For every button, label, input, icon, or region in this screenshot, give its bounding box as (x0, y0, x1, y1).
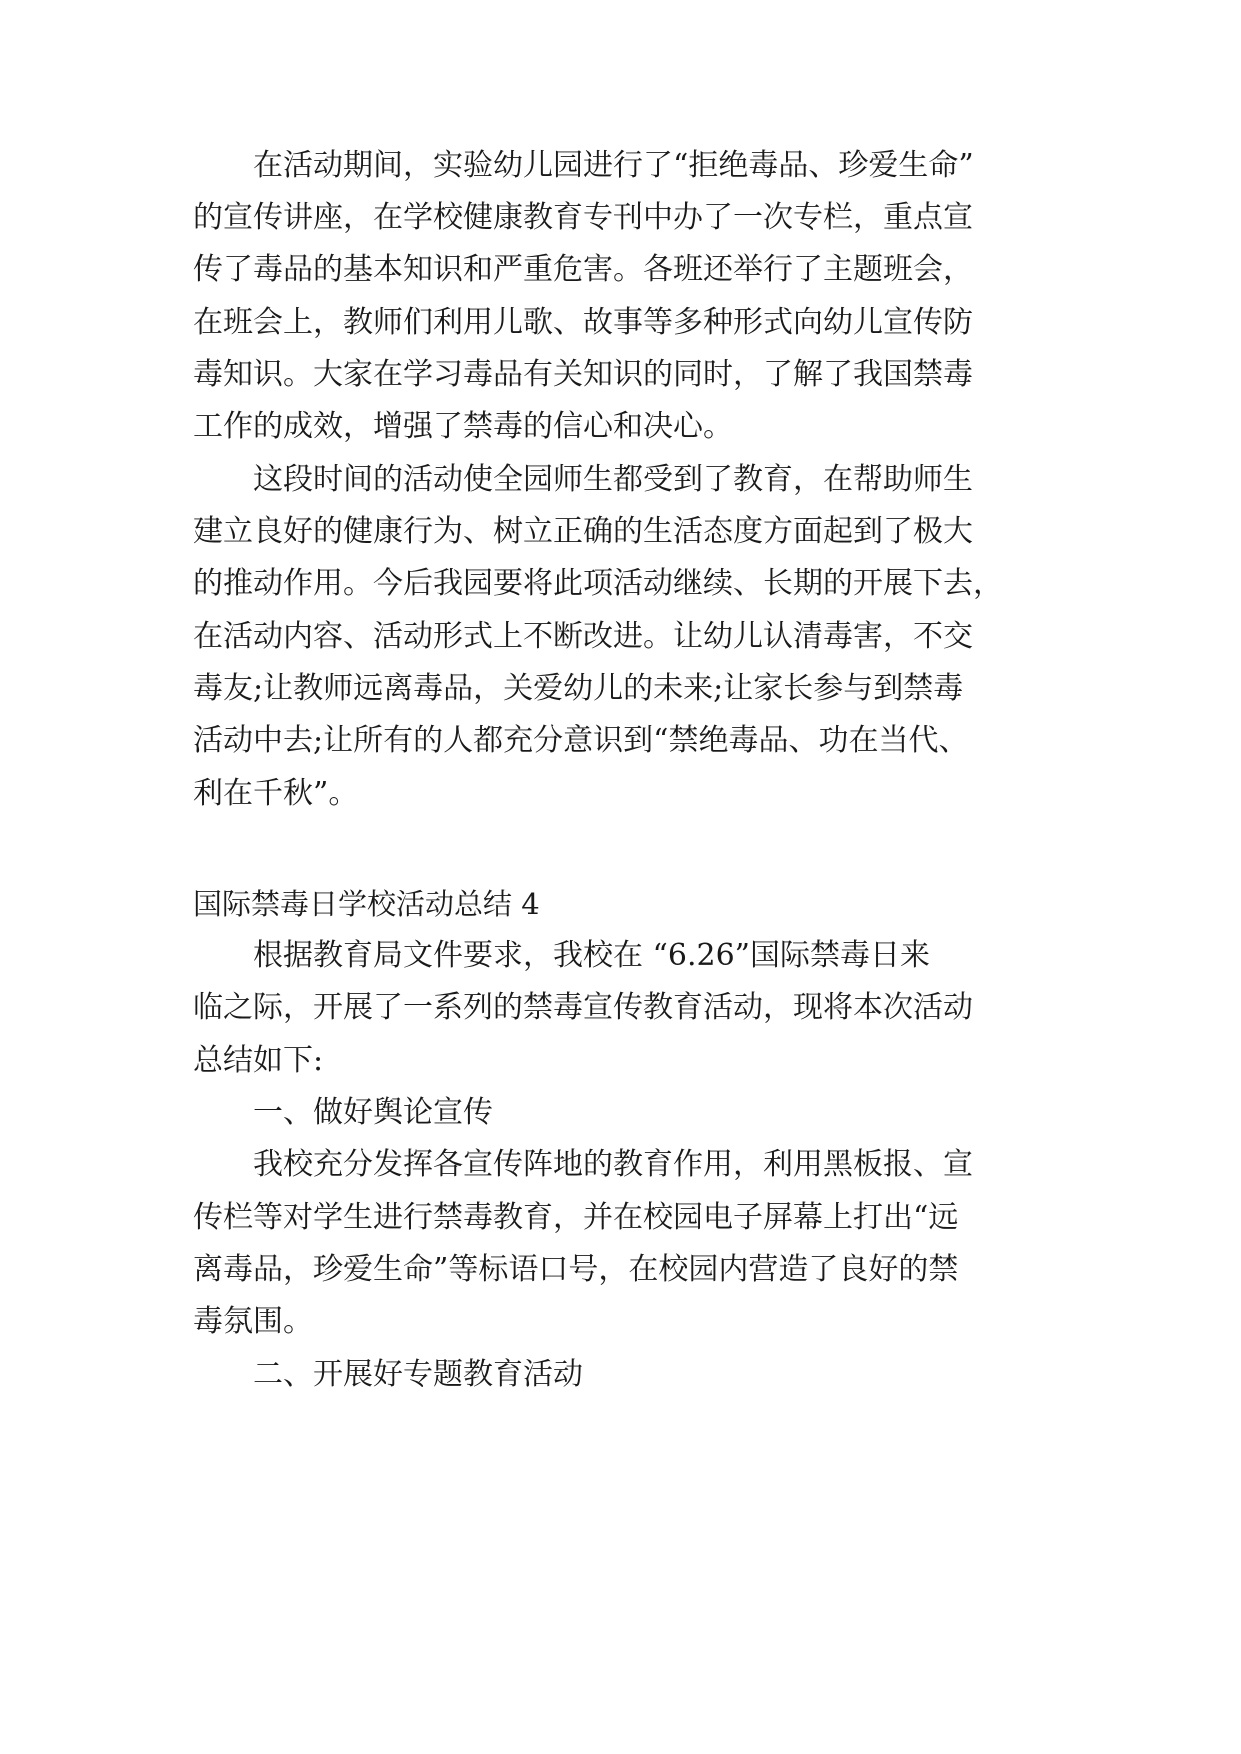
paragraph-4-line-2: 传栏等对学生进行禁毒教育，并在校园电子屏幕上打出“远 (193, 1200, 959, 1235)
paragraph-4-line-3: 离毒品，珍爱生命”等标语口号，在校园内营造了良好的禁 (193, 1252, 959, 1287)
paragraph-3-line-3: 总结如下: (193, 1043, 324, 1078)
subheading-1: 一、做好舆论宣传 (253, 1095, 493, 1130)
section-title: 国际禁毒日学校活动总结 4 (193, 887, 540, 921)
paragraph-2-line-3: 的推动作用。今后我园要将此项活动继续、长期的开展下去， (193, 566, 1003, 601)
subheading-2: 二、开展好专题教育活动 (253, 1357, 583, 1392)
paragraph-4-line-1: 我校充分发挥各宣传阵地的教育作用，利用黑板报、宣 (253, 1147, 973, 1182)
paragraph-1-line-4: 在班会上，教师们利用儿歌、故事等多种形式向幼儿宣传防 (193, 305, 973, 340)
paragraph-1-line-2: 的宣传讲座，在学校健康教育专刊中办了一次专栏，重点宣 (193, 200, 973, 235)
paragraph-2-line-4: 在活动内容、活动形式上不断改进。让幼儿认清毒害，不交 (193, 619, 973, 654)
paragraph-1-line-6: 工作的成效，增强了禁毒的信心和决心。 (193, 409, 733, 444)
paragraph-2-line-1: 这段时间的活动使全园师生都受到了教育，在帮助师生 (253, 462, 973, 497)
paragraph-2-line-2: 建立良好的健康行为、树立正确的生活态度方面起到了极大 (193, 514, 973, 549)
paragraph-1-line-1: 在活动期间，实验幼儿园进行了“拒绝毒品、珍爱生命” (253, 148, 974, 183)
paragraph-1-line-3: 传了毒品的基本知识和严重危害。各班还举行了主题班会， (193, 252, 973, 287)
paragraph-3-line-1: 根据教育局文件要求，我校在 “6.26”国际禁毒日来 (253, 938, 931, 973)
paragraph-4-line-4: 毒氛围。 (193, 1304, 313, 1339)
paragraph-2-line-6: 活动中去;让所有的人都充分意识到“禁绝毒品、功在当代、 (193, 723, 969, 758)
paragraph-2-line-5: 毒友;让教师远离毒品，关爱幼儿的未来;让家长参与到禁毒 (193, 671, 964, 706)
paragraph-1-line-5: 毒知识。大家在学习毒品有关知识的同时，了解了我国禁毒 (193, 357, 973, 392)
paragraph-2-line-7: 利在千秋”。 (193, 776, 359, 811)
paragraph-3-line-2: 临之际，开展了一系列的禁毒宣传教育活动，现将本次活动 (193, 990, 973, 1025)
